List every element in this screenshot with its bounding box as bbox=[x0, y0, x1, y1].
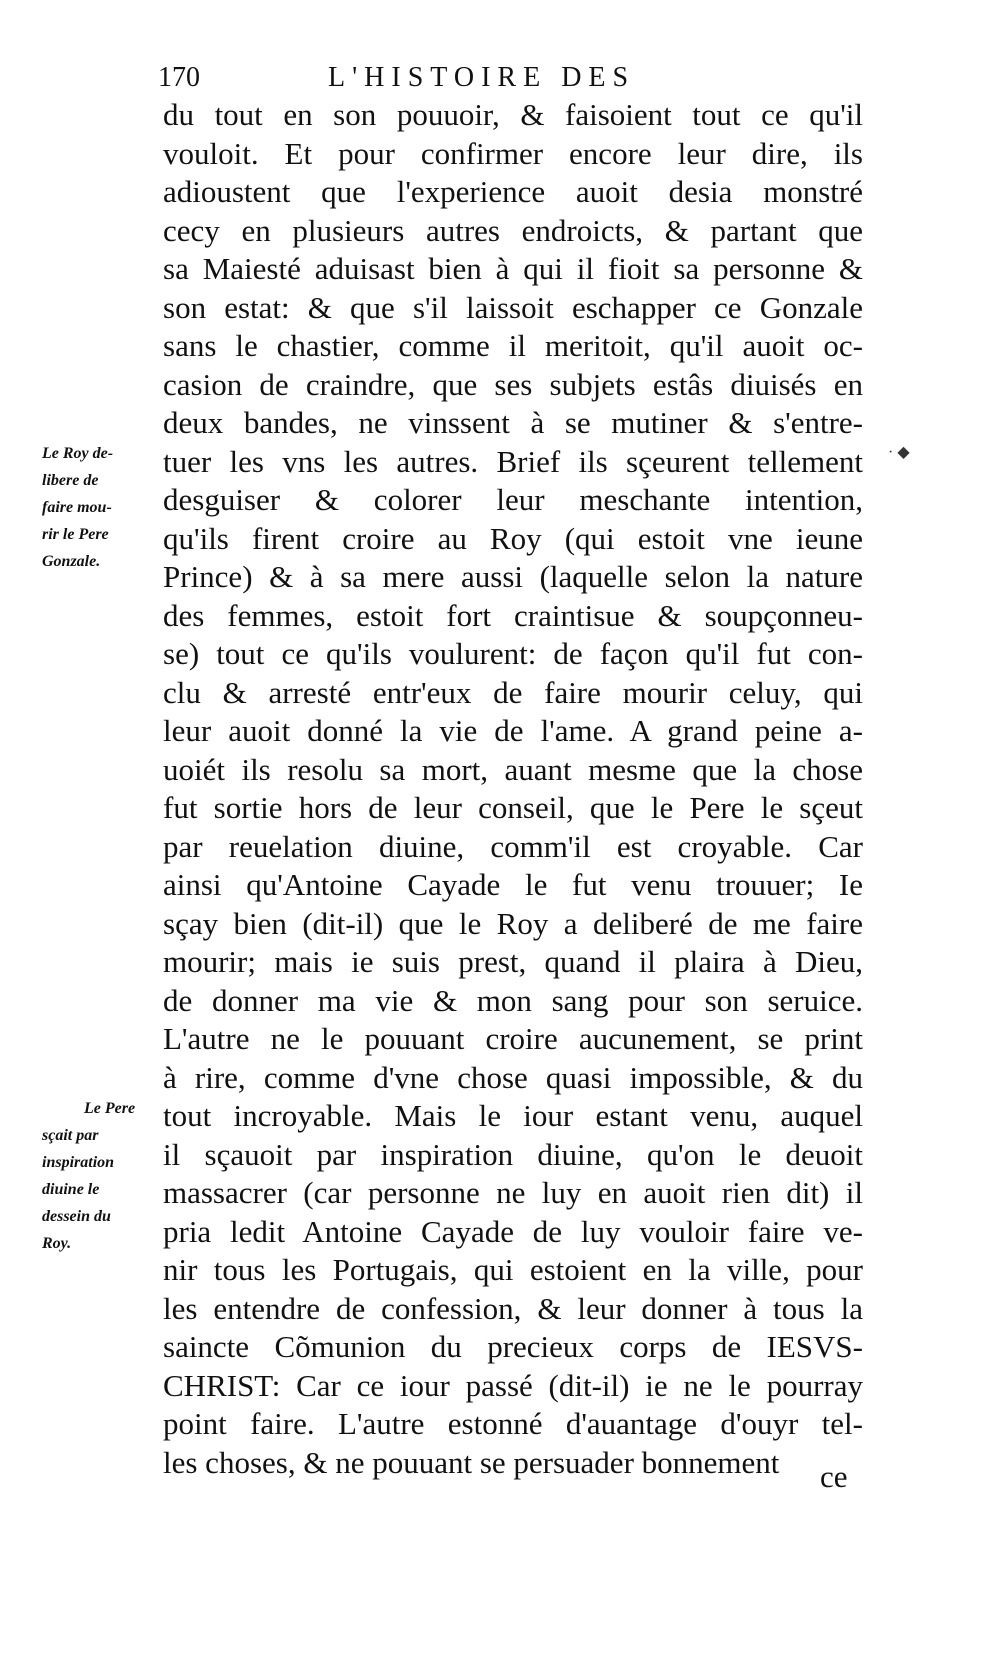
text-line: de donner ma vie & mon sang pour son seruice. bbox=[163, 982, 863, 1018]
margin-note-line: rir le Pere bbox=[42, 526, 109, 543]
text-line: sa Maiesté aduisast bien à qui il fioit sa personne & bbox=[163, 251, 863, 286]
text-line: leur auoit donné la vie de l'ame. A grand peine a- bbox=[163, 713, 863, 748]
text-line: il sçauoit par inspiration diuine, qu'on le deuoit bbox=[163, 1136, 863, 1172]
margin-note-line: libere de bbox=[42, 472, 99, 489]
text-line: massacrer (car personne ne luy en auoit rien dit) il bbox=[163, 1175, 863, 1210]
text-line: qu'ils firent croire au Roy (qui estoit vne ieune bbox=[163, 520, 863, 556]
text-line: vouloit. Et pour confirmer encore leur dire, ils bbox=[163, 135, 863, 171]
text-line: ainsi qu'Antoine Cayade le fut venu trouuer; Ie bbox=[163, 867, 863, 902]
text-line: pria ledit Antoine Cayade de luy vouloir faire ve- bbox=[163, 1213, 863, 1249]
text-line: par reuelation diuine, comm'il est croyable. Car bbox=[163, 828, 863, 864]
page-header bbox=[158, 58, 858, 98]
text-line: L'autre ne le pouuant croire aucunement, se print bbox=[163, 1021, 863, 1056]
margin-note-line: inspiration bbox=[42, 1154, 115, 1171]
catchword: ce bbox=[820, 1459, 848, 1494]
margin-note-1 bbox=[42, 440, 154, 575]
text-line: Prince) & à sa mere aussi (laquelle selon la nature bbox=[163, 559, 863, 594]
text-line: sçay bien (dit-il) que le Roy a deliberé de me faire bbox=[163, 905, 863, 941]
text-line: son estat: & que s'il laissoit eschapper ce Gonzale bbox=[163, 289, 863, 325]
text-line: sans le chastier, comme il meritoit, qu'il auoit oc- bbox=[163, 328, 863, 363]
text-line: tout incroyable. Mais le iour estant venu, auquel bbox=[163, 1098, 863, 1133]
text-line: tuer les vns les autres. Brief ils sçeurent tellement bbox=[163, 443, 863, 479]
text-line: cecy en plusieurs autres endroicts, & partant que bbox=[163, 212, 863, 248]
text-line: à rire, comme d'vne chose quasi impossible, & du bbox=[163, 1059, 863, 1095]
margin-note-line: Gonzale. bbox=[42, 553, 101, 570]
margin-note-line: sçait par bbox=[42, 1127, 99, 1144]
text-line: point faire. L'autre estonné d'auantage d'ouyr tel- bbox=[163, 1406, 863, 1441]
text-line: uoiét ils resolu sa mort, auant mesme que la chose bbox=[163, 751, 863, 787]
text-line: clu & arresté entr'eux de faire mourir celuy, qui bbox=[163, 674, 863, 710]
text-line: les entendre de confession, & leur donner à tous la bbox=[163, 1290, 863, 1326]
running-title: L'HISTOIRE DES bbox=[328, 62, 636, 93]
text-line: casion de craindre, que ses subjets estâs diuisés en bbox=[163, 366, 863, 402]
margin-note-2 bbox=[42, 1095, 154, 1257]
margin-note-line: faire mou- bbox=[42, 499, 112, 516]
text-line: adioustent que l'experience auoit desia monstré bbox=[163, 174, 863, 209]
text-line: desguiser & colorer leur meschante intention, bbox=[163, 482, 863, 517]
text-line: nir tous les Portugais, qui estoient en la ville, pour bbox=[163, 1252, 863, 1287]
text-line: saincte Cõmunion du precieux corps de IESVS- bbox=[163, 1329, 863, 1364]
text-line: CHRIST: Car ce iour passé (dit-il) ie ne le pourray bbox=[163, 1367, 863, 1403]
page-number: 170 bbox=[158, 62, 200, 93]
stray-ink-mark: · ◆ bbox=[888, 444, 910, 461]
margin-note-line: Le Roy de- bbox=[42, 445, 114, 462]
text-line: mourir; mais ie suis prest, quand il plaira à Dieu, bbox=[163, 944, 863, 979]
text-line: du tout en son pouuoir, & faisoient tout ce qu'il bbox=[163, 97, 863, 132]
margin-note-line: diuine le bbox=[42, 1181, 100, 1198]
margin-note-line: dessein du bbox=[42, 1208, 111, 1225]
text-line: se) tout ce qu'ils voulurent: de façon qu'il fut con- bbox=[163, 636, 863, 671]
margin-note-line: Le Pere bbox=[84, 1100, 136, 1117]
text-line: des femmes, estoit fort craintisue & soupçonneu- bbox=[163, 597, 863, 633]
text-line: fut sortie hors de leur conseil, que le Pere le sçeut bbox=[163, 790, 863, 825]
text-line: les choses, & ne pouuant se persuader bonnement bbox=[163, 1444, 780, 1480]
margin-note-line: Roy. bbox=[42, 1235, 72, 1252]
text-line: deux bandes, ne vinssent à se mutiner & s'entre- bbox=[163, 405, 863, 440]
body-text bbox=[163, 96, 863, 1482]
